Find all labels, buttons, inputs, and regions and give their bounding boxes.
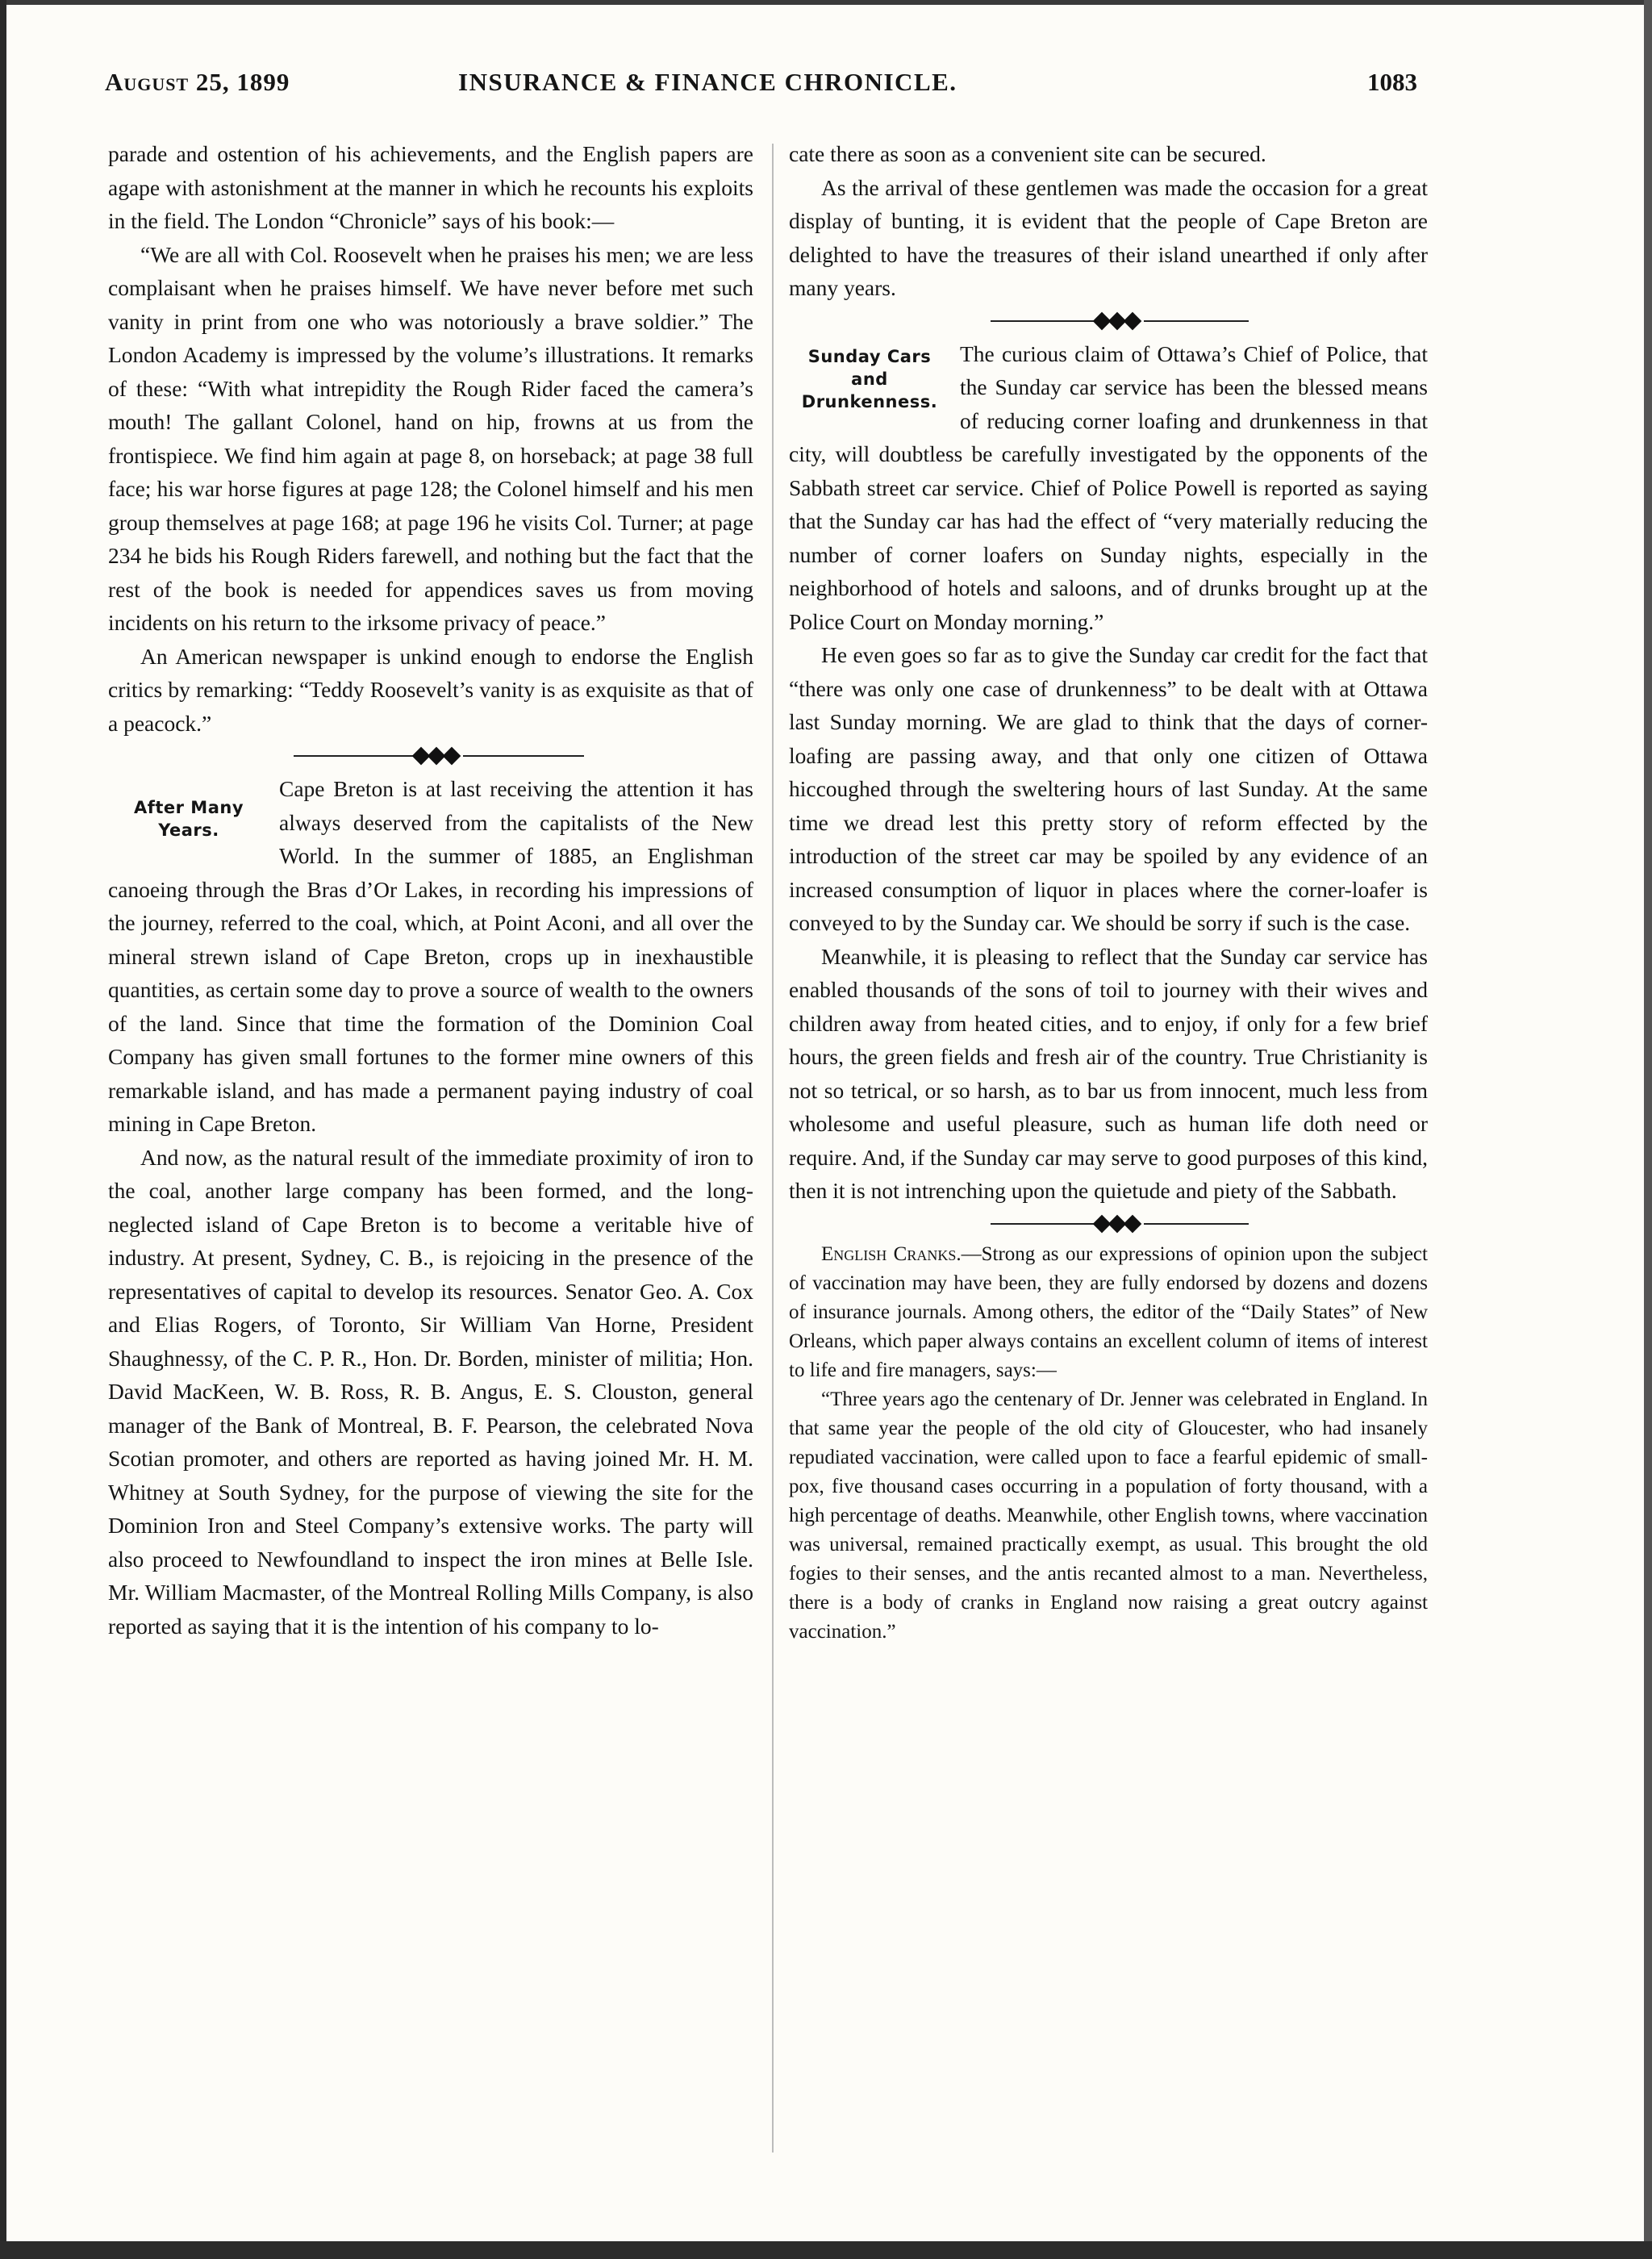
page-number: 1083 [1367, 68, 1417, 96]
section-ornament [108, 740, 753, 772]
paragraph: “Three years ago the centenary of Dr. Jenner was celebrated in England. In that same year the people of the old city of Gloucester, who had insanely repudiated vaccination, were called upon to face a fearful epidemic of small-pox, five thousand cases occurring in a population of forty thousand, with a high percentage of deaths. Meanwhile, other English towns, where vaccination was universal, remained practically exempt, as usual. This brought the old fogies to their senses, and the antis recanted almost to a man. Nevertheless, there is a body of cranks in England now raising a great outcry against vaccination.” [789, 1388, 1428, 1643]
paragraph: “We are all with Col. Roosevelt when he praises his men; we are less complaisant when he praises himself. We have never before met such vanity in print from one who was notoriously a brave soldier.” The London Academy is impressed by the volume’s illustrations. It remarks of these: “With what intrepidity the Rough Rider faced the camera’s mouth! The gallant Colonel, hand on hip, frowns at us from the frontispiece. We find him again at page 8, on horseback; at page 38 full face; his war horse figures at page 128; the Colonel himself and his men group themselves at page 168; at page 196 he visits Col. Turner; at page 234 he bids his Rough Riders farewell, and nothing but the fact that the rest of the book is needed for appendices saves us from moving incidents on his return to the irksome privacy of peace.” [108, 241, 753, 635]
paragraph: Meanwhile, it is pleasing to reflect that the Sunday car service has enabled thousands of the sons of toil to journey with their wives and children away from heated cities, and to enjoy, if only for a few brief hours, the green fields and fresh air of the country. True Christianity is not so tetrical, or so harsh, as to bar us from innocent, much less from wholesome and useful pleasure, such as human life doth need or require. And, if the Sunday car may serve to good purposes of this kind, then it is not intrenching upon the quietude and piety of the Sabbath. [789, 943, 1428, 1203]
section-heading-line: Drunkenness. [801, 391, 938, 411]
ornament-diamond [443, 747, 461, 766]
paragraph: parade and ostention of his achievements, and the English papers are agape with astonishment at the manner in which he recounts his exploits in the field. The London “Chronicle” says of his book:— [108, 141, 753, 233]
left-column [108, 137, 753, 1643]
paragraph-body: —Strong as our expressions of opinion upon the subject of vaccination may have been, they are fully endorsed by dozens and dozens of insurance journals. Among others, the editor of the “Daily States” of New Orleans, which paper always contains an excellent column of items of interest to life and fire managers, says:— [789, 1242, 1428, 1381]
ornament-rule [991, 320, 1095, 322]
ornament-rule [294, 755, 415, 757]
article-after-many-years [108, 772, 753, 1643]
scan-edge-right [1644, 0, 1652, 2259]
paragraph-lead: English Cranks. [821, 1242, 962, 1265]
paragraph: And now, as the natural result of the immediate proximity of iron to the coal, another large company has been formed, and the long-neglected island of Cape Breton is to become a veritable hive of industry. At present, Sydney, C. B., is rejoicing in the presence of the representatives of capital to develop its resources. Senator Geo. A. Cox and Elias Rogers, of Toronto, Sir William Van Horne, President Shaughnessy, of the C. P. R., Hon. Dr. Borden, minister of militia; Hon. David MacKeen, W. B. Ross, R. B. Angus, E. S. Clouston, general manager of the Bank of Montreal, B. F. Pearson, the celebrated Nova Scotian promoter, and others are reported as having joined Mr. H. M. Whitney at South Sydney, for the purpose of viewing the site for the Dominion Iron and Steel Company’s extensive works. The party will also proceed to Newfoundland to inspect the iron mines at Belle Isle. Mr. William Macmaster, of the Montreal Rolling Mills Company, is also reported as saying that it is the intention of his company to lo- [108, 1144, 753, 1639]
paragraph: As the arrival of these gentlemen was made the occasion for a great display of bunting, it is evident that the people of Cape Breton are delighted to have the treasures of their island unearthed if only after many years. [789, 174, 1428, 300]
page-header [105, 63, 1428, 111]
scan-edge-left [0, 0, 6, 2259]
right-column [789, 137, 1428, 1647]
ornament-rule [1144, 320, 1249, 322]
paragraph: An American newspaper is unkind enough to endorse the English critics by remarking: “Teddy Roosevelt’s vanity is as exquisite as that of a peacock.” [108, 643, 753, 736]
section-heading-line: Years. [158, 821, 219, 840]
issue-date: August 25, 1899 [105, 68, 290, 96]
section-heading [108, 796, 269, 841]
paragraph [789, 1240, 1428, 1385]
article-sunday-cars [789, 337, 1428, 1208]
article-english-cranks [789, 1240, 1428, 1647]
section-heading-line: After Many [133, 798, 244, 817]
section-heading [789, 345, 950, 413]
paragraph: The curious claim of Ottawa’s Chief of Police, that the Sunday car service has been the blessed means of reducing corner loafing and drunkenness in that city, will doubtless be carefully investigated by the opponents of the Sabbath street car service. Chief of Police Powell is reported as saying that the Sunday car has had the effect of “very materially reducing the number of corner loafers on Sunday nights, especially in the neighborhood of hotels and saloons, and of drunks brought up at the Police Court on Monday morning.” [789, 340, 1428, 634]
ornament-rule [991, 1223, 1095, 1225]
section-heading-line: Sunday Cars and [807, 346, 932, 389]
paragraph: He even goes so far as to give the Sunday car credit for the fact that “there was only one case of drunkenness” to be dealt with at Ottawa last Sunday morning. We are glad to think that the days of corner-loafing are passing away, and that only one citizen of Ottawa hiccoughed through the sweltering hours of last Sunday. At the same time we dread lest this pretty story of reform effected by the introduction of the street car may be spoiled by any evidence of an increased consumption of liquor in places where the corner-loafer is conveyed to by the Sunday car. We should be sorry if such is the case. [789, 642, 1428, 935]
section-ornament [789, 305, 1428, 337]
publication-title: INSURANCE & FINANCE CHRONICLE. [458, 68, 957, 96]
paragraph: cate there as soon as a convenient site can be secured. [789, 141, 1266, 166]
ornament-diamond [1124, 1214, 1142, 1233]
ornament-rule [1144, 1223, 1249, 1225]
scan-edge-top [0, 0, 1652, 5]
ornament-diamond [1124, 311, 1142, 330]
column-divider [772, 144, 774, 2153]
section-ornament [789, 1208, 1428, 1240]
scan-edge-bottom [0, 2241, 1652, 2259]
paragraph: Cape Breton is at last receiving the attention it has always deserved from the capitalists of the New World. In the summer of 1885, an Englishman canoeing through the Bras d’Or Lakes, in recording his impressions of the journey, referred to the coal, which, at Point Aconi, and all over the mineral strewn island of Cape Breton, crops up in inexhaustible quantities, as certain some day to prove a source of wealth to the owners of the land. Since that time the formation of the Dominion Coal Company has given small fortunes to the former mine owners of this remarkable island, and has made a permanent paying industry of coal mining in Cape Breton. [108, 776, 753, 1136]
ornament-rule [463, 755, 584, 757]
